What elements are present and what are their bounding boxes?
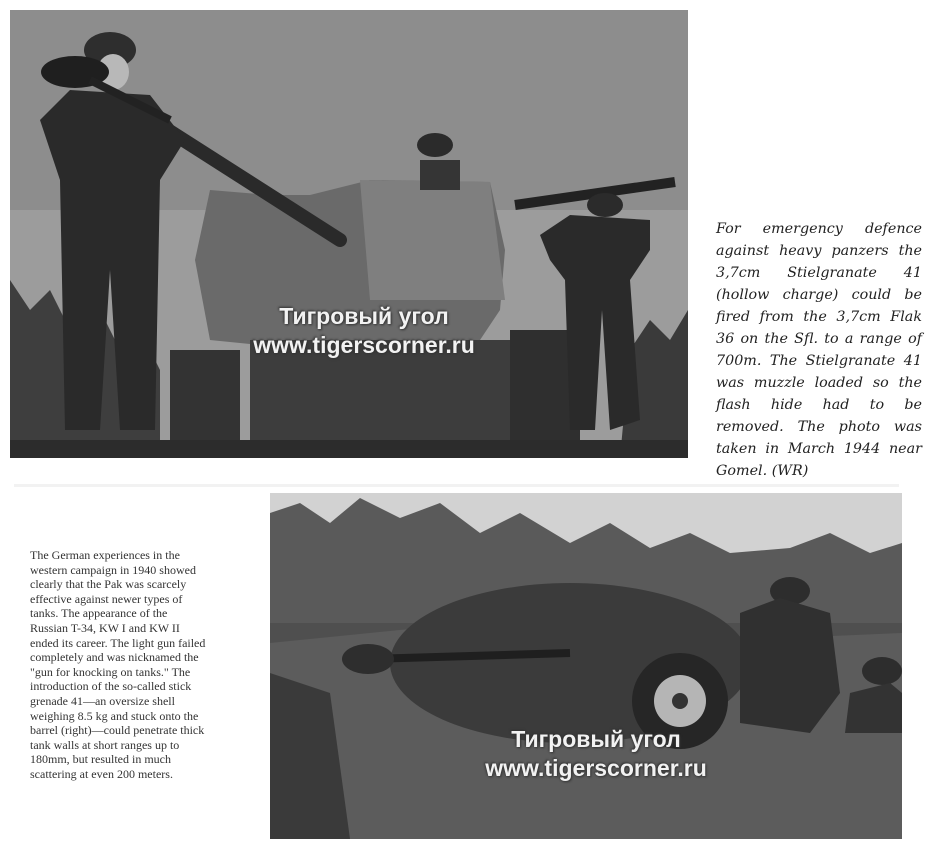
bottom-caption: The German experiences in the western campaign in 1940 showed clearly that the Pak was scarcely effective against newer types of tanks. The appearance of the Russian T-34, KW I and KW II ended its career. The light gun failed completely and was nicknamed the "gun for knocking on tanks." The introduction of the so-called stick grenade 41—an oversize shell weighing 8.5 kg and stuck onto the barrel (right)—could penetrate thick tank walls at short ranges up to 180mm, but resulted in much scattering at even 200 meters. bbox=[30, 548, 206, 781]
bottom-watermark-line1: Тигровый угол bbox=[511, 726, 681, 752]
top-watermark-line2: www.tigerscorner.ru bbox=[253, 331, 475, 358]
top-photo-scene bbox=[10, 10, 688, 458]
section-divider bbox=[14, 484, 899, 487]
bottom-photo-watermark bbox=[290, 725, 902, 783]
top-photo-watermark bbox=[40, 302, 688, 360]
top-watermark-line1: Тигровый угол bbox=[279, 303, 449, 329]
bottom-photo-scene bbox=[270, 493, 902, 839]
bottom-photo bbox=[270, 493, 902, 839]
top-photo bbox=[10, 10, 688, 458]
top-caption: For emergency defence against heavy panzers the 3,7cm Stielgranate 41 (hollow charge) could be fired from the 3,7cm Flak 36 on the Sfl. to a range of 700m. The Stielgranate 41 was muzzle loaded so the flash hide had to be removed. The photo was taken in March 1944 near Gomel. (WR) bbox=[716, 221, 922, 479]
bottom-watermark-line2: www.tigerscorner.ru bbox=[485, 754, 707, 781]
